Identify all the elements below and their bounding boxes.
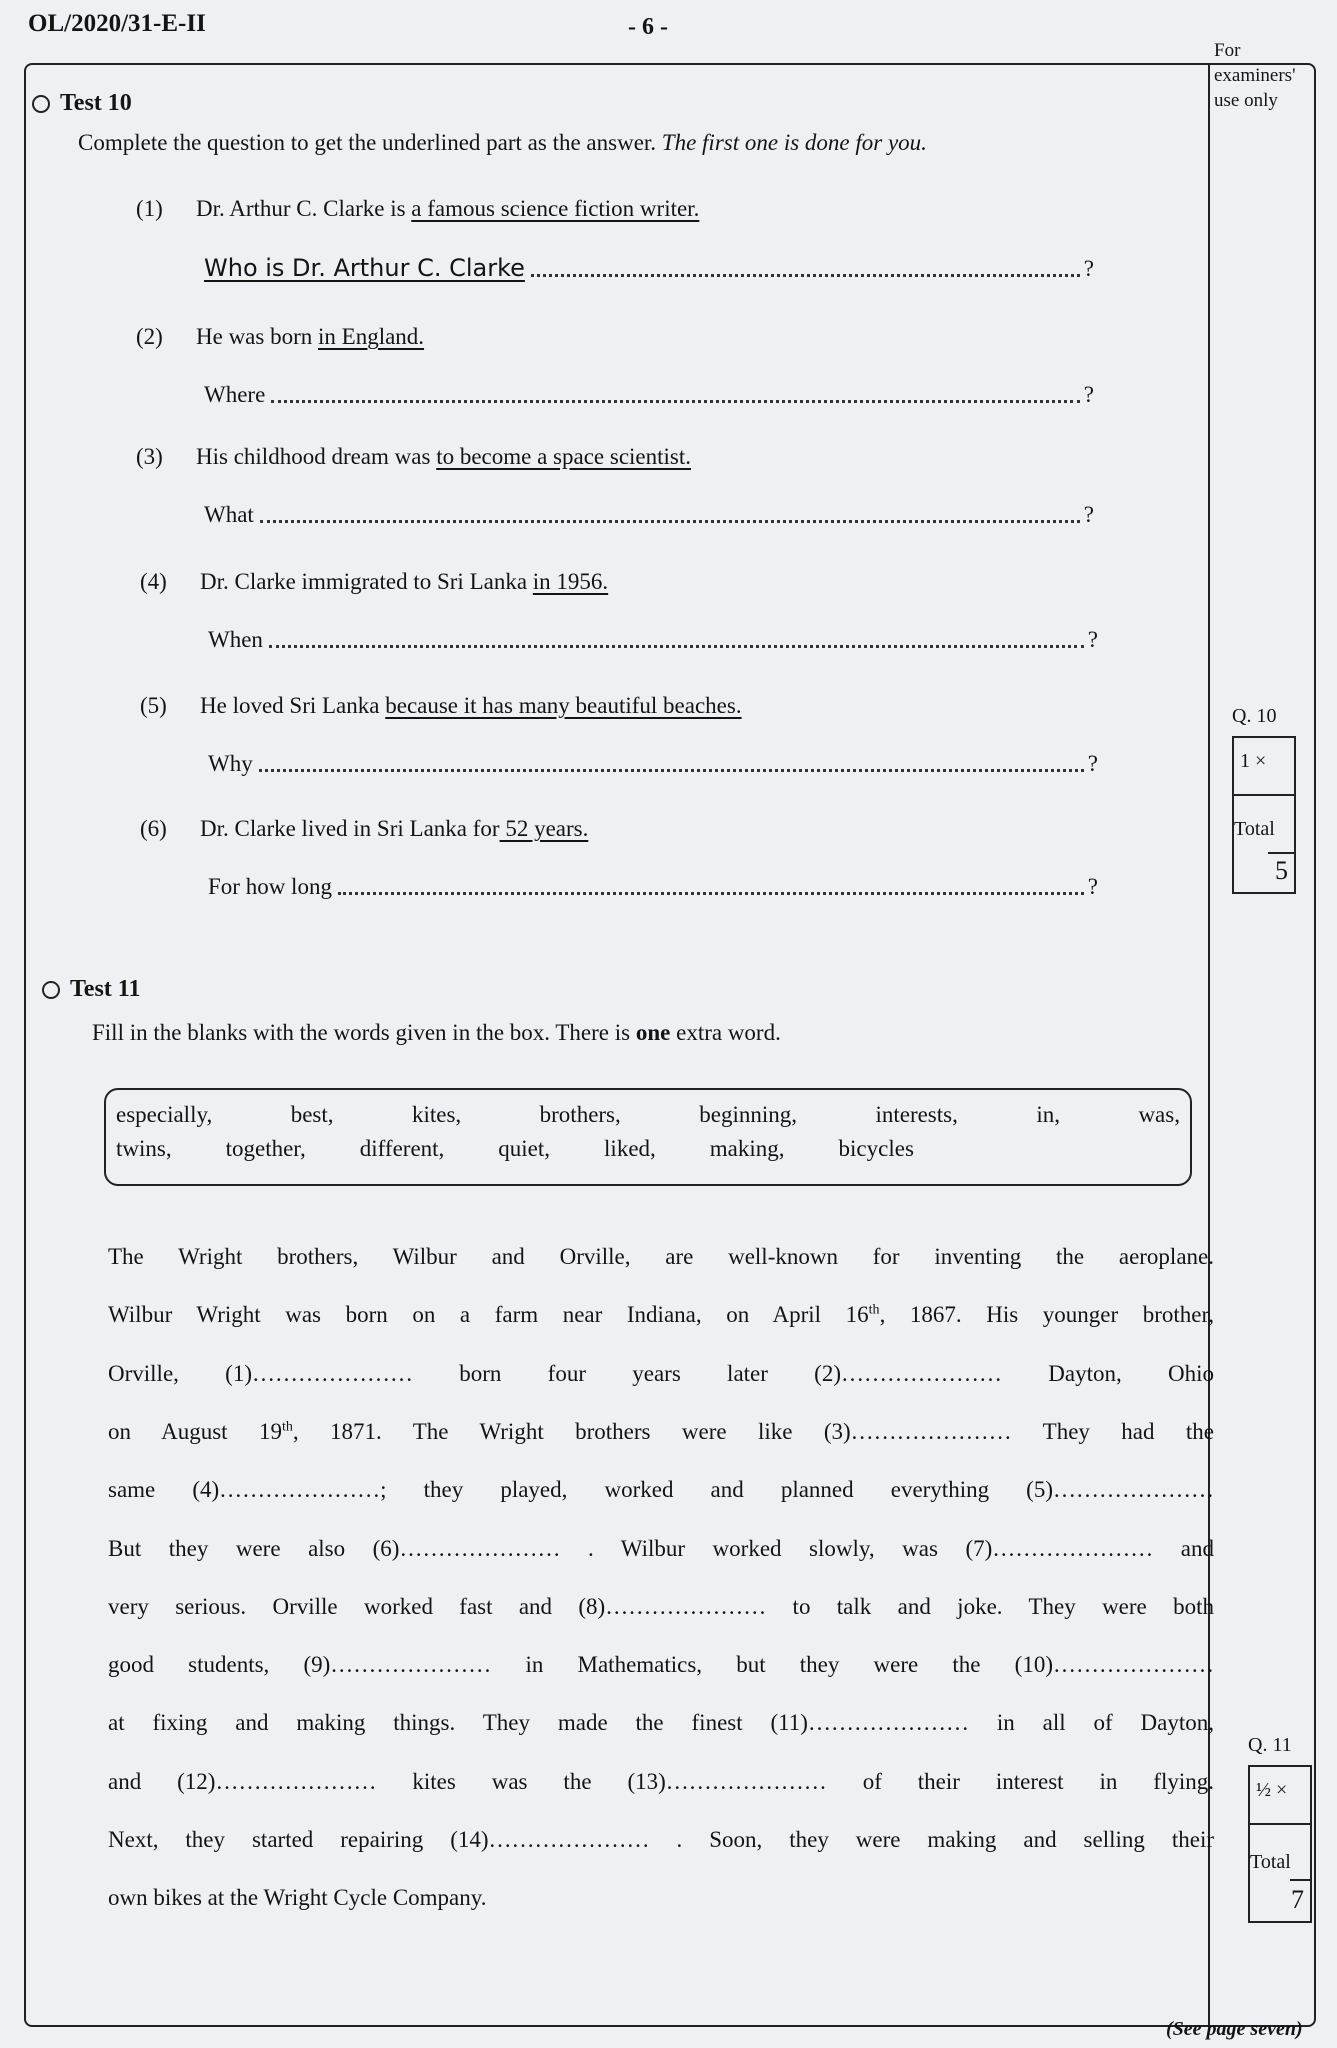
q11-label: Q. 11 [1248, 1734, 1292, 1756]
passage-text: , 1871. The Wright brothers were like (3)………………… They had the [292, 1418, 1214, 1444]
box-word: quiet, [498, 1136, 551, 1161]
box-word: making, [709, 1136, 785, 1161]
sentence-text: His childhood dream was [196, 444, 437, 469]
answer-line[interactable] [208, 627, 1098, 653]
passage-line [108, 1710, 1214, 1736]
test10-title-text: Test 10 [60, 90, 132, 116]
passage-text: , 1867. His younger brother, [879, 1302, 1214, 1328]
question-mark: ? [1087, 751, 1098, 776]
question-item [140, 816, 588, 842]
box-word: kites, [411, 1102, 462, 1127]
underlined-part: in England. [318, 324, 425, 349]
q11-multiplier: ½ × [1250, 1767, 1310, 1825]
box-word: together, [225, 1136, 306, 1161]
item-number: (3) [136, 444, 163, 469]
answer-blank[interactable] [259, 769, 1084, 772]
item-sentence [196, 444, 691, 470]
instruction-bold: one [635, 1020, 671, 1045]
passage-text: Wilbur Wright was born on a farm near Indiana, on April 16 [108, 1302, 869, 1328]
item-number: (1) [136, 196, 163, 221]
q10-marks [1232, 705, 1296, 894]
passage-text: The Wright brothers, Wilbur and Orville, are well-known for inventing the aeroplane. [108, 1244, 1214, 1269]
answer-start: Who is Dr. Arthur C. Clarke [204, 254, 525, 282]
question-mark: ? [1083, 502, 1094, 527]
passage-line [108, 1769, 1214, 1795]
box-word: best, [290, 1102, 334, 1127]
box-word: beginning, [699, 1102, 797, 1127]
box-word: liked, [604, 1136, 656, 1161]
sentence-text: Dr. Clarke immigrated to Sri Lanka [200, 569, 533, 594]
item-sentence [200, 693, 742, 719]
q10-total-label: Total [1234, 818, 1275, 840]
passage-text: at fixing and making things. They made the finest (11)………………… in all of Dayton, [108, 1710, 1214, 1736]
passage-line [108, 1361, 1214, 1387]
superscript: th [868, 1302, 880, 1318]
question-item [140, 693, 742, 719]
answer-start: Why [208, 751, 253, 776]
passage-line [108, 1827, 1214, 1853]
examiner-column-label: For examiners' use only [1214, 40, 1296, 111]
q11-marks [1248, 1734, 1312, 1923]
q11-total-label: Total [1250, 1851, 1291, 1873]
test10-title [32, 90, 132, 117]
question-item [136, 324, 424, 350]
passage-text: own bikes at the Wright Cycle Company. [108, 1885, 487, 1911]
item-number: (6) [140, 816, 167, 841]
sentence-text: Dr. Arthur C. Clarke is [196, 196, 412, 221]
item-sentence [200, 816, 588, 842]
q10-label: Q. 10 [1232, 705, 1277, 727]
test11-instruction [92, 1020, 781, 1046]
answer-blank[interactable] [338, 892, 1084, 895]
box-word: interests, [875, 1102, 958, 1127]
answer-blank[interactable] [269, 645, 1084, 648]
box-word: was, [1138, 1102, 1180, 1127]
instruction-text: Complete the question to get the underlined part as the answer. [78, 130, 657, 155]
underlined-part: a famous science fiction writer. [411, 196, 700, 221]
question-item [140, 569, 608, 595]
passage-text: same (4)…………………; they played, worked and planned everything (5)………………… [108, 1477, 1214, 1503]
circle-bullet-icon [42, 981, 60, 999]
item-sentence [200, 569, 608, 595]
item-number: (5) [140, 693, 167, 718]
answer-blank[interactable] [260, 520, 1080, 523]
footer-note: (See page seven) [1166, 2018, 1303, 2040]
question-item [136, 196, 699, 222]
question-item [136, 444, 691, 470]
paper-code: OL/2020/31-E-II [28, 10, 206, 37]
passage-line [108, 1594, 1214, 1620]
box-word: in, [1036, 1102, 1060, 1127]
item-number: (4) [140, 569, 167, 594]
item-sentence [196, 196, 699, 222]
passage-text: and (12)………………… kites was the (13)………………… of their interest in flying. [108, 1768, 1214, 1794]
passage-line [108, 1419, 1214, 1445]
question-mark: ? [1087, 627, 1098, 652]
answer-start: What [204, 502, 254, 527]
passage-text: very serious. Orville worked fast and (8)………………… to talk and joke. They were both [108, 1593, 1214, 1619]
box-word: bicycles [838, 1136, 914, 1161]
q10-total: 5 [1275, 856, 1288, 885]
test10-instruction [78, 130, 927, 156]
instruction-text: Fill in the blanks with the words given in the box. There is [92, 1020, 636, 1045]
passage-text: on August 19 [108, 1418, 282, 1444]
instruction-text: extra word. [670, 1020, 781, 1045]
passage-text: good students, (9)………………… in Mathematics, but they were the (10)………………… [108, 1652, 1214, 1678]
passage-text: But they were also (6)………………… . Wilbur worked slowly, was (7)………………… and [108, 1535, 1214, 1561]
superscript: th [281, 1419, 293, 1435]
underlined-part: 52 years. [499, 816, 589, 841]
answer-line[interactable] [208, 874, 1098, 900]
box-word: twins, [116, 1136, 172, 1161]
instruction-italic: The first one is done for you. [661, 130, 927, 155]
answer-blank [531, 274, 1080, 277]
item-number: (2) [136, 324, 163, 349]
underlined-part: because it has many beautiful beaches. [385, 693, 742, 718]
passage-line [108, 1244, 1214, 1270]
word-box [104, 1088, 1192, 1186]
answer-start: Where [204, 382, 266, 407]
sentence-text: He was born [196, 324, 318, 349]
page-number: - 6 - [628, 14, 668, 40]
sentence-text: He loved Sri Lanka [200, 693, 386, 718]
passage-text: Orville, (1)………………… born four years later (2)………………… Dayton, Ohio [108, 1360, 1214, 1386]
passage-line [108, 1885, 1214, 1911]
passage-line [108, 1477, 1214, 1503]
question-mark: ? [1083, 382, 1094, 407]
underlined-part: to become a space scientist. [436, 444, 692, 469]
box-word: brothers, [539, 1102, 621, 1127]
passage-text: Next, they started repairing (14)………………… . Soon, they were making and selling their [108, 1827, 1214, 1852]
box-word: different, [359, 1136, 445, 1161]
answer-line[interactable] [208, 751, 1098, 777]
answer-line[interactable] [204, 382, 1094, 408]
test11-title [42, 976, 140, 1003]
box-word: especially, [116, 1102, 213, 1127]
sentence-text: Dr. Clarke lived in Sri Lanka for [200, 816, 500, 841]
answer-blank[interactable] [271, 400, 1079, 403]
answer-start: When [208, 627, 263, 652]
underlined-part: in 1956. [532, 569, 609, 594]
passage-line [108, 1536, 1214, 1562]
question-mark: ? [1087, 874, 1098, 899]
question-mark: ? [1083, 256, 1094, 281]
item-sentence [196, 324, 424, 350]
q11-total: 7 [1291, 1885, 1304, 1914]
passage-line [108, 1302, 1214, 1328]
answer-line [204, 254, 1094, 282]
answer-line[interactable] [204, 502, 1094, 528]
q10-multiplier: 1 × [1234, 738, 1294, 796]
passage-line [108, 1652, 1214, 1678]
circle-bullet-icon [32, 95, 50, 113]
test11-title-text: Test 11 [70, 976, 141, 1002]
answer-start: For how long [208, 874, 332, 899]
